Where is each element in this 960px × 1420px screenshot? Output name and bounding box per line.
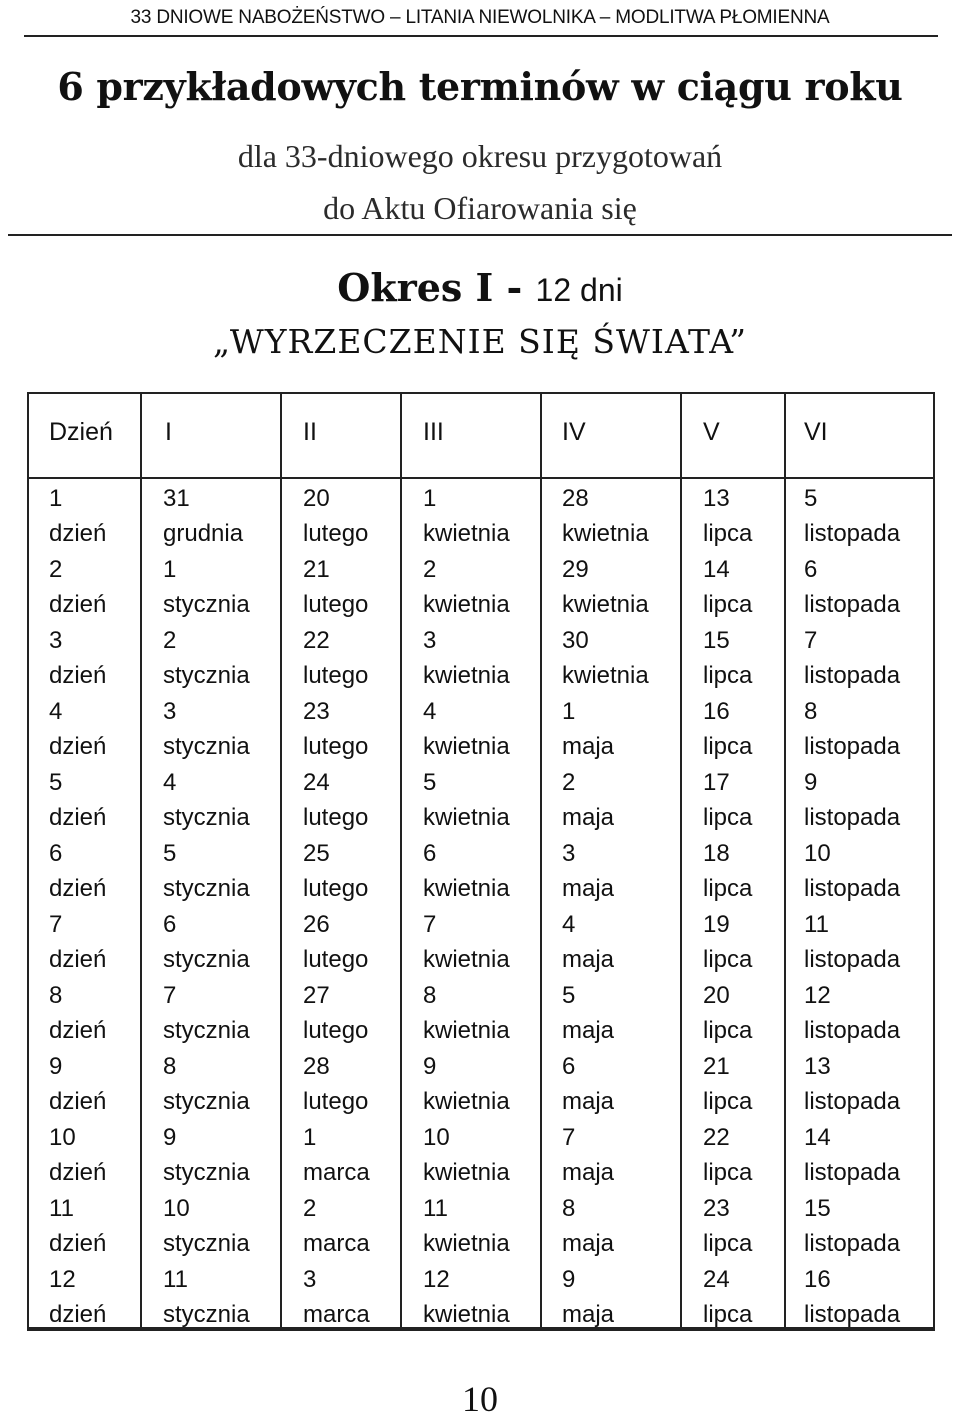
table-header-col-ii: II: [303, 418, 317, 446]
cell-word: stycznia: [163, 1017, 250, 1044]
cell-number: 11: [49, 1195, 74, 1222]
table-cell-day: [49, 623, 106, 693]
cell-number: 19: [703, 911, 730, 938]
table-cell-day: [49, 552, 106, 622]
cell-number: 6: [804, 556, 818, 583]
cell-word: lutego: [303, 733, 369, 760]
cell-word: lutego: [303, 804, 369, 831]
period-length: 12 dni: [535, 272, 623, 308]
table-cell-day: [49, 694, 106, 764]
table-cell-col-vi: [804, 1191, 900, 1261]
cell-number: 25: [303, 840, 330, 867]
table-cell-col-iii: [423, 481, 510, 551]
table-cell-day: [49, 978, 106, 1048]
cell-number: 5: [163, 840, 177, 867]
table-cell-col-vi: [804, 1120, 900, 1190]
cell-number: 24: [703, 1266, 730, 1293]
cell-word: lutego: [303, 520, 369, 547]
cell-word: dzień: [49, 520, 107, 547]
cell-number: 11: [423, 1195, 448, 1222]
cell-word: maja: [562, 1017, 615, 1044]
cell-word: kwietnia: [423, 733, 510, 760]
cell-word: lipca: [703, 662, 753, 689]
table-cell-col-iv: [562, 1049, 614, 1119]
cell-number: 28: [303, 1053, 330, 1080]
table-cell-day: [49, 765, 106, 835]
cell-number: 15: [703, 627, 730, 654]
cell-number: 12: [804, 982, 831, 1009]
cell-number: 22: [703, 1124, 730, 1151]
cell-number: 21: [703, 1053, 730, 1080]
table-cell-col-v: [703, 1191, 752, 1261]
table-cell-col-iii: [423, 694, 510, 764]
cell-word: dzień: [49, 591, 107, 618]
table-header-col-vi: VI: [804, 418, 828, 446]
cell-number: 9: [562, 1266, 576, 1293]
table-cell-col-iii: [423, 623, 510, 693]
cell-word: lutego: [303, 946, 369, 973]
cell-number: 10: [804, 840, 831, 867]
table-cell-col-vi: [804, 978, 900, 1048]
cell-word: stycznia: [163, 1301, 250, 1328]
table-cell-col-iii: [423, 978, 510, 1048]
cell-number: 5: [423, 769, 437, 796]
table-cell-col-vi: [804, 552, 900, 622]
table-header-col-iii: III: [423, 418, 444, 446]
table-cell-col-iii: [423, 1191, 510, 1261]
cell-word: listopada: [804, 1159, 901, 1186]
cell-word: dzień: [49, 1017, 107, 1044]
cell-word: lipca: [703, 804, 753, 831]
table-cell-col-iv: [562, 1191, 614, 1261]
table-cell-day: [49, 836, 106, 906]
cell-number: 7: [562, 1124, 576, 1151]
cell-number: 4: [49, 698, 63, 725]
cell-number: 3: [303, 1266, 317, 1293]
cell-number: 1: [49, 485, 63, 512]
table-cell-col-iv: [562, 694, 614, 764]
cell-word: stycznia: [163, 733, 250, 760]
cell-number: 21: [303, 556, 330, 583]
table-cell-col-i: [163, 765, 250, 835]
table-cell-col-iv: [562, 552, 649, 622]
cell-word: lutego: [303, 662, 369, 689]
cell-word: kwietnia: [423, 520, 510, 547]
cell-word: kwietnia: [423, 804, 510, 831]
cell-number: 4: [423, 698, 437, 725]
table-cell-col-iv: [562, 481, 649, 551]
cell-number: 1: [562, 698, 576, 725]
cell-number: 31: [163, 485, 190, 512]
cell-number: 23: [303, 698, 330, 725]
cell-number: 2: [423, 556, 437, 583]
cell-number: 29: [562, 556, 589, 583]
table-cell-col-vi: [804, 836, 900, 906]
cell-number: 9: [804, 769, 818, 796]
cell-word: listopada: [804, 946, 901, 973]
cell-number: 12: [423, 1266, 450, 1293]
period-theme: „WYRZECZENIE SIĘ ŚWIATA”: [212, 322, 748, 361]
cell-number: 20: [303, 485, 330, 512]
running-header: 33 DNIOWE NABOŻEŃSTWO – LITANIA NIEWOLNIKA – MODLITWA PŁOMIENNA: [130, 7, 830, 28]
cell-number: 3: [163, 698, 177, 725]
cell-word: listopada: [804, 591, 901, 618]
title-rule: [8, 234, 952, 236]
subtitle-line-2: do Aktu Ofiarowania się: [323, 190, 637, 226]
cell-number: 7: [49, 911, 63, 938]
cell-number: 16: [804, 1266, 831, 1293]
cell-word: lipca: [703, 733, 753, 760]
table-cell-col-iv: [562, 765, 614, 835]
cell-word: stycznia: [163, 1088, 250, 1115]
cell-word: lipca: [703, 520, 753, 547]
cell-word: maja: [562, 875, 615, 902]
table-cell-col-iv: [562, 1120, 614, 1190]
cell-number: 9: [423, 1053, 437, 1080]
cell-word: maja: [562, 804, 615, 831]
column-rule: [784, 392, 786, 1331]
table-cell-col-ii: [303, 1262, 370, 1332]
cell-number: 14: [703, 556, 730, 583]
table-cell-col-vi: [804, 623, 900, 693]
cell-word: kwietnia: [423, 591, 510, 618]
table-cell-col-iii: [423, 907, 510, 977]
cell-number: 5: [49, 769, 63, 796]
cell-number: 13: [703, 485, 730, 512]
cell-number: 3: [49, 627, 63, 654]
cell-word: maja: [562, 1301, 615, 1328]
cell-number: 9: [49, 1053, 63, 1080]
table-cell-col-v: [703, 907, 752, 977]
table-cell-col-vi: [804, 1049, 900, 1119]
cell-number: 16: [703, 698, 730, 725]
cell-number: 4: [163, 769, 177, 796]
cell-word: listopada: [804, 733, 901, 760]
cell-number: 8: [804, 698, 818, 725]
cell-number: 2: [163, 627, 177, 654]
cell-number: 14: [804, 1124, 831, 1151]
table-cell-col-i: [163, 907, 250, 977]
table-header-col-i: I: [165, 418, 172, 446]
table-cell-col-i: [163, 1191, 250, 1261]
table-cell-col-i: [163, 836, 250, 906]
cell-word: dzień: [49, 662, 107, 689]
cell-word: kwietnia: [423, 1017, 510, 1044]
cell-word: dzień: [49, 1088, 107, 1115]
cell-word: lutego: [303, 591, 369, 618]
cell-word: lipca: [703, 1017, 753, 1044]
column-rule: [540, 392, 542, 1331]
cell-word: maja: [562, 1159, 615, 1186]
cell-number: 3: [423, 627, 437, 654]
cell-word: dzień: [49, 804, 107, 831]
table-cell-col-iv: [562, 836, 614, 906]
cell-word: stycznia: [163, 875, 250, 902]
page-number: 10: [462, 1379, 498, 1419]
cell-word: listopada: [804, 662, 901, 689]
table-cell-col-iv: [562, 978, 614, 1048]
column-rule: [680, 392, 682, 1331]
cell-word: dzień: [49, 875, 107, 902]
cell-number: 4: [562, 911, 576, 938]
table-cell-col-iv: [562, 623, 649, 693]
cell-number: 22: [303, 627, 330, 654]
cell-number: 17: [703, 769, 730, 796]
cell-number: 1: [303, 1124, 317, 1151]
schedule-table: [27, 392, 935, 1331]
table-cell-col-i: [163, 552, 250, 622]
column-rule: [280, 392, 282, 1331]
cell-number: 10: [49, 1124, 76, 1151]
cell-number: 2: [303, 1195, 317, 1222]
cell-number: 6: [49, 840, 63, 867]
cell-number: 6: [163, 911, 177, 938]
column-rule: [140, 392, 142, 1331]
cell-word: stycznia: [163, 946, 250, 973]
cell-word: listopada: [804, 520, 901, 547]
cell-number: 1: [423, 485, 437, 512]
cell-number: 18: [703, 840, 730, 867]
cell-word: dzień: [49, 946, 107, 973]
cell-number: 2: [49, 556, 63, 583]
cell-number: 10: [163, 1195, 190, 1222]
table-cell-col-i: [163, 978, 250, 1048]
table-cell-col-i: [163, 1120, 250, 1190]
cell-number: 9: [163, 1124, 177, 1151]
cell-number: 5: [562, 982, 576, 1009]
table-cell-day: [49, 1191, 106, 1261]
period-label: Okres I -: [337, 265, 536, 310]
table-header-rule: [27, 477, 935, 479]
cell-word: lutego: [303, 875, 369, 902]
cell-word: lipca: [703, 1088, 753, 1115]
cell-word: dzień: [49, 1301, 107, 1328]
cell-word: marca: [303, 1301, 370, 1328]
cell-number: 7: [423, 911, 437, 938]
cell-word: stycznia: [163, 1159, 250, 1186]
cell-word: kwietnia: [423, 1230, 510, 1257]
table-cell-col-i: [163, 481, 243, 551]
table-cell-col-v: [703, 694, 752, 764]
header-rule: [24, 35, 938, 37]
table-cell-col-i: [163, 1262, 250, 1332]
cell-number: 3: [562, 840, 576, 867]
table-cell-col-iii: [423, 1262, 510, 1332]
subtitle-line-1: dla 33-dniowego okresu przygotowań: [237, 138, 723, 174]
table-header-col-iv: IV: [562, 418, 586, 446]
table-cell-col-v: [703, 623, 752, 693]
cell-word: maja: [562, 1088, 615, 1115]
cell-word: kwietnia: [423, 1301, 510, 1328]
table-cell-col-ii: [303, 552, 368, 622]
table-cell-col-vi: [804, 694, 900, 764]
table-cell-day: [49, 1049, 106, 1119]
cell-number: 8: [163, 1053, 177, 1080]
cell-word: kwietnia: [423, 1159, 510, 1186]
cell-word: listopada: [804, 1230, 901, 1257]
cell-word: listopada: [804, 1017, 901, 1044]
cell-number: 30: [562, 627, 589, 654]
table-cell-col-vi: [804, 1262, 900, 1332]
cell-word: grudnia: [163, 520, 244, 547]
table-cell-col-ii: [303, 1120, 370, 1190]
table-cell-col-vi: [804, 907, 900, 977]
cell-word: kwietnia: [423, 875, 510, 902]
cell-number: 6: [423, 840, 437, 867]
table-cell-col-iii: [423, 836, 510, 906]
cell-number: 10: [423, 1124, 450, 1151]
cell-number: 1: [163, 556, 177, 583]
cell-word: listopada: [804, 1301, 901, 1328]
table-cell-col-i: [163, 1049, 250, 1119]
cell-word: stycznia: [163, 591, 250, 618]
table-cell-col-vi: [804, 765, 900, 835]
table-cell-col-ii: [303, 978, 368, 1048]
table-cell-col-iii: [423, 1049, 510, 1119]
cell-number: 8: [562, 1195, 576, 1222]
table-cell-col-v: [703, 836, 752, 906]
table-cell-col-i: [163, 694, 250, 764]
cell-word: dzień: [49, 1159, 107, 1186]
table-cell-col-v: [703, 1049, 752, 1119]
table-cell-col-ii: [303, 623, 368, 693]
cell-word: kwietnia: [423, 662, 510, 689]
cell-number: 7: [804, 627, 818, 654]
table-cell-col-vi: [804, 481, 900, 551]
cell-number: 8: [423, 982, 437, 1009]
cell-word: maja: [562, 733, 615, 760]
table-cell-col-v: [703, 1120, 752, 1190]
cell-number: 15: [804, 1195, 831, 1222]
table-cell-col-v: [703, 1262, 752, 1332]
cell-word: stycznia: [163, 1230, 250, 1257]
cell-word: lipca: [703, 946, 753, 973]
table-cell-col-iv: [562, 1262, 614, 1332]
table-cell-col-ii: [303, 836, 368, 906]
table-cell-col-ii: [303, 765, 368, 835]
cell-number: 12: [49, 1266, 76, 1293]
cell-word: lutego: [303, 1088, 369, 1115]
cell-number: 23: [703, 1195, 730, 1222]
table-cell-col-ii: [303, 1049, 368, 1119]
cell-word: listopada: [804, 1088, 901, 1115]
cell-number: 8: [49, 982, 63, 1009]
period-title: [0, 265, 960, 310]
cell-number: 24: [303, 769, 330, 796]
main-title: 6 przykładowych terminów w ciągu roku: [57, 64, 903, 109]
cell-word: maja: [562, 946, 615, 973]
cell-word: lipca: [703, 1159, 753, 1186]
table-cell-col-ii: [303, 481, 368, 551]
table-cell-day: [49, 907, 106, 977]
cell-word: kwietnia: [423, 1088, 510, 1115]
cell-number: 11: [163, 1266, 188, 1293]
cell-word: maja: [562, 1230, 615, 1257]
cell-word: lipca: [703, 1230, 753, 1257]
cell-word: marca: [303, 1159, 370, 1186]
cell-word: dzień: [49, 1230, 107, 1257]
cell-word: stycznia: [163, 804, 250, 831]
cell-number: 2: [562, 769, 576, 796]
table-cell-col-ii: [303, 694, 368, 764]
table-cell-col-v: [703, 481, 752, 551]
cell-word: lipca: [703, 1301, 753, 1328]
cell-word: marca: [303, 1230, 370, 1257]
cell-word: lipca: [703, 591, 753, 618]
table-cell-col-v: [703, 552, 752, 622]
table-header-col-v: V: [703, 418, 720, 446]
cell-number: 26: [303, 911, 330, 938]
cell-number: 11: [804, 911, 829, 938]
cell-number: 28: [562, 485, 589, 512]
table-cell-col-v: [703, 978, 752, 1048]
table-cell-day: [49, 1120, 106, 1190]
cell-word: dzień: [49, 733, 107, 760]
table-header-day: Dzień: [49, 418, 113, 446]
cell-word: kwietnia: [562, 662, 649, 689]
table-cell-col-iii: [423, 552, 510, 622]
column-rule: [400, 392, 402, 1331]
table-cell-day: [49, 1262, 106, 1332]
table-cell-day: [49, 481, 106, 551]
table-cell-col-v: [703, 765, 752, 835]
cell-number: 13: [804, 1053, 831, 1080]
cell-number: 27: [303, 982, 330, 1009]
cell-word: kwietnia: [423, 946, 510, 973]
table-cell-col-iii: [423, 1120, 510, 1190]
cell-word: lipca: [703, 875, 753, 902]
cell-number: 5: [804, 485, 818, 512]
cell-word: kwietnia: [562, 591, 649, 618]
table-cell-col-iii: [423, 765, 510, 835]
cell-number: 6: [562, 1053, 576, 1080]
table-cell-col-i: [163, 623, 250, 693]
cell-word: stycznia: [163, 662, 250, 689]
table-cell-col-iv: [562, 907, 614, 977]
table-cell-col-ii: [303, 1191, 370, 1261]
cell-number: 20: [703, 982, 730, 1009]
cell-word: listopada: [804, 804, 901, 831]
cell-word: listopada: [804, 875, 901, 902]
cell-word: kwietnia: [562, 520, 649, 547]
table-cell-col-ii: [303, 907, 368, 977]
cell-number: 7: [163, 982, 177, 1009]
cell-word: lutego: [303, 1017, 369, 1044]
